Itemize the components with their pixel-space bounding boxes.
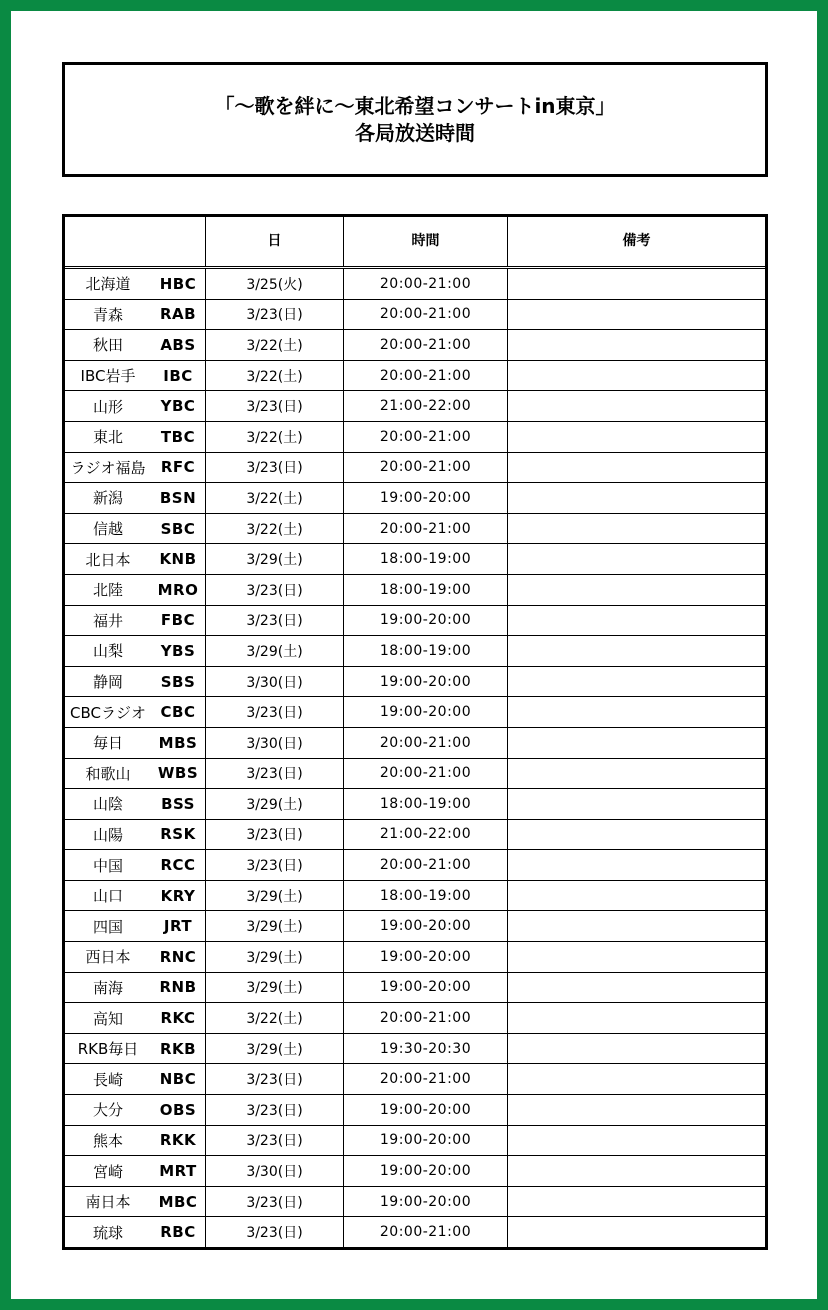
table-row <box>65 1034 765 1065</box>
station-name: 毎日 <box>92 734 123 753</box>
remarks <box>508 453 765 483</box>
station-name: RKB毎日 <box>77 1040 139 1059</box>
remarks <box>508 973 765 1003</box>
station-code: RSK <box>151 820 206 850</box>
table-row <box>65 942 765 973</box>
table-row <box>65 1003 765 1034</box>
table-row <box>65 606 765 637</box>
page-title: 「～歌を絆に～東北希望コンサートin東京」 <box>214 93 616 118</box>
remarks <box>508 330 765 360</box>
broadcast-time: 18:00-19:00 <box>344 544 508 574</box>
broadcast-time: 18:00-19:00 <box>344 789 508 819</box>
table-row <box>65 330 765 361</box>
broadcast-date: 3/23(日) <box>206 1064 344 1094</box>
broadcast-time: 19:30-20:30 <box>344 1034 508 1064</box>
station-code: RNC <box>151 942 206 972</box>
remarks <box>508 422 765 452</box>
table-row <box>65 667 765 698</box>
station-name: 南日本 <box>85 1193 131 1212</box>
station-code: FBC <box>151 606 206 636</box>
broadcast-date: 3/30(日) <box>206 1156 344 1186</box>
broadcast-time: 18:00-19:00 <box>344 636 508 666</box>
station-name: CBCラジオ <box>70 703 146 722</box>
broadcast-time: 20:00-21:00 <box>344 1217 508 1247</box>
page-subtitle: 各局放送時間 <box>355 120 475 145</box>
broadcast-time: 19:00-20:00 <box>344 1126 508 1156</box>
station-code: HBC <box>151 269 206 299</box>
station-code: RKC <box>151 1003 206 1033</box>
broadcast-date: 3/30(日) <box>206 728 344 758</box>
station-name: 福井 <box>92 611 123 630</box>
remarks <box>508 728 765 758</box>
broadcast-schedule-table <box>62 214 768 1250</box>
station-name: 大分 <box>92 1101 123 1120</box>
remarks <box>508 759 765 789</box>
station-name: 熊本 <box>92 1131 123 1150</box>
remarks <box>508 850 765 880</box>
table-row <box>65 1064 765 1095</box>
broadcast-date: 3/23(日) <box>206 1095 344 1125</box>
station-name: 西日本 <box>85 948 131 967</box>
broadcast-time: 19:00-20:00 <box>344 483 508 513</box>
table-row <box>65 453 765 484</box>
table-row <box>65 1156 765 1187</box>
station-name: 山梨 <box>92 642 123 661</box>
station-code: TBC <box>151 422 206 452</box>
station-code: RFC <box>151 453 206 483</box>
broadcast-time: 18:00-19:00 <box>344 575 508 605</box>
remarks <box>508 514 765 544</box>
remarks <box>508 483 765 513</box>
table-row <box>65 759 765 790</box>
table-row <box>65 361 765 392</box>
station-name: 新潟 <box>92 489 123 508</box>
broadcast-date: 3/23(日) <box>206 1217 344 1247</box>
station-name: 和歌山 <box>85 764 131 783</box>
table-row <box>65 575 765 606</box>
table-header <box>65 217 765 269</box>
station-code: MRO <box>151 575 206 605</box>
station-code: OBS <box>151 1095 206 1125</box>
table-row <box>65 269 765 300</box>
station-code: IBC <box>151 361 206 391</box>
remarks <box>508 1064 765 1094</box>
header-date: 日 <box>206 217 344 266</box>
broadcast-date: 3/29(土) <box>206 636 344 666</box>
station-code: RNB <box>151 973 206 1003</box>
table-body <box>65 269 765 1247</box>
station-code: CBC <box>151 697 206 727</box>
broadcast-time: 19:00-20:00 <box>344 973 508 1003</box>
broadcast-date: 3/25(火) <box>206 269 344 299</box>
remarks <box>508 820 765 850</box>
broadcast-date: 3/22(土) <box>206 330 344 360</box>
remarks <box>508 269 765 299</box>
broadcast-time: 19:00-20:00 <box>344 697 508 727</box>
broadcast-date: 3/29(土) <box>206 942 344 972</box>
remarks <box>508 881 765 911</box>
remarks <box>508 697 765 727</box>
broadcast-date: 3/23(日) <box>206 606 344 636</box>
broadcast-time: 20:00-21:00 <box>344 728 508 758</box>
station-code: RAB <box>151 300 206 330</box>
broadcast-time: 19:00-20:00 <box>344 942 508 972</box>
table-row <box>65 1126 765 1157</box>
broadcast-date: 3/29(土) <box>206 973 344 1003</box>
station-name: 北日本 <box>85 550 131 569</box>
table-row <box>65 697 765 728</box>
broadcast-time: 19:00-20:00 <box>344 667 508 697</box>
table-row <box>65 1217 765 1247</box>
station-name: 北陸 <box>92 581 123 600</box>
station-code: KRY <box>151 881 206 911</box>
header-station <box>65 217 206 266</box>
broadcast-date: 3/23(日) <box>206 820 344 850</box>
broadcast-time: 20:00-21:00 <box>344 422 508 452</box>
station-code: RBC <box>151 1217 206 1247</box>
station-name: 琉球 <box>92 1223 123 1242</box>
station-name: 信越 <box>92 520 123 539</box>
station-name: 南海 <box>92 978 123 997</box>
broadcast-date: 3/30(日) <box>206 667 344 697</box>
remarks <box>508 789 765 819</box>
remarks <box>508 1095 765 1125</box>
broadcast-date: 3/23(日) <box>206 453 344 483</box>
remarks <box>508 1156 765 1186</box>
broadcast-time: 19:00-20:00 <box>344 606 508 636</box>
broadcast-date: 3/22(土) <box>206 422 344 452</box>
table-row <box>65 728 765 759</box>
broadcast-date: 3/23(日) <box>206 697 344 727</box>
table-row <box>65 514 765 545</box>
broadcast-time: 21:00-22:00 <box>344 391 508 421</box>
table-row <box>65 483 765 514</box>
broadcast-date: 3/22(土) <box>206 1003 344 1033</box>
table-row <box>65 973 765 1004</box>
station-code: MBC <box>151 1187 206 1217</box>
station-code: MRT <box>151 1156 206 1186</box>
broadcast-date: 3/29(土) <box>206 1034 344 1064</box>
broadcast-date: 3/29(土) <box>206 789 344 819</box>
remarks <box>508 544 765 574</box>
broadcast-date: 3/23(日) <box>206 1126 344 1156</box>
station-code: YBC <box>151 391 206 421</box>
table-row <box>65 422 765 453</box>
broadcast-time: 19:00-20:00 <box>344 1156 508 1186</box>
broadcast-time: 19:00-20:00 <box>344 911 508 941</box>
broadcast-date: 3/23(日) <box>206 300 344 330</box>
broadcast-date: 3/23(日) <box>206 850 344 880</box>
station-name: 秋田 <box>92 336 123 355</box>
station-name: 北海道 <box>85 275 131 294</box>
remarks <box>508 361 765 391</box>
station-name: 青森 <box>92 305 123 324</box>
station-code: BSS <box>151 789 206 819</box>
broadcast-time: 20:00-21:00 <box>344 850 508 880</box>
header-time: 時間 <box>344 217 508 266</box>
station-code: SBS <box>151 667 206 697</box>
remarks <box>508 1003 765 1033</box>
remarks <box>508 942 765 972</box>
broadcast-date: 3/22(土) <box>206 514 344 544</box>
table-row <box>65 1187 765 1218</box>
remarks <box>508 606 765 636</box>
broadcast-time: 21:00-22:00 <box>344 820 508 850</box>
broadcast-time: 20:00-21:00 <box>344 759 508 789</box>
station-code: BSN <box>151 483 206 513</box>
station-name: 高知 <box>92 1009 123 1028</box>
table-row <box>65 391 765 422</box>
remarks <box>508 1187 765 1217</box>
broadcast-time: 19:00-20:00 <box>344 1095 508 1125</box>
table-row <box>65 820 765 851</box>
table-row <box>65 850 765 881</box>
remarks <box>508 391 765 421</box>
station-code: JRT <box>151 911 206 941</box>
station-name: 山陰 <box>92 795 123 814</box>
remarks <box>508 1126 765 1156</box>
station-name: 山口 <box>92 887 123 906</box>
broadcast-time: 20:00-21:00 <box>344 330 508 360</box>
station-name: IBC岩手 <box>80 367 136 386</box>
station-code: NBC <box>151 1064 206 1094</box>
broadcast-date: 3/29(土) <box>206 911 344 941</box>
station-code: YBS <box>151 636 206 666</box>
broadcast-date: 3/23(日) <box>206 575 344 605</box>
title-box <box>62 62 768 177</box>
station-code: RKK <box>151 1126 206 1156</box>
broadcast-date: 3/29(土) <box>206 881 344 911</box>
remarks <box>508 300 765 330</box>
table-row <box>65 911 765 942</box>
broadcast-time: 20:00-21:00 <box>344 514 508 544</box>
table-row <box>65 1095 765 1126</box>
broadcast-date: 3/23(日) <box>206 391 344 421</box>
broadcast-time: 20:00-21:00 <box>344 1003 508 1033</box>
broadcast-time: 20:00-21:00 <box>344 300 508 330</box>
station-code: KNB <box>151 544 206 574</box>
table-row <box>65 544 765 575</box>
broadcast-date: 3/22(土) <box>206 361 344 391</box>
remarks <box>508 1217 765 1247</box>
station-code: RCC <box>151 850 206 880</box>
broadcast-time: 20:00-21:00 <box>344 269 508 299</box>
remarks <box>508 667 765 697</box>
broadcast-date: 3/22(土) <box>206 483 344 513</box>
station-code: SBC <box>151 514 206 544</box>
broadcast-date: 3/23(日) <box>206 759 344 789</box>
remarks <box>508 575 765 605</box>
remarks <box>508 1034 765 1064</box>
station-code: ABS <box>151 330 206 360</box>
station-code: RKB <box>151 1034 206 1064</box>
header-note: 備考 <box>622 232 651 249</box>
table-row <box>65 300 765 331</box>
table-row <box>65 636 765 667</box>
station-name: 四国 <box>92 917 123 936</box>
broadcast-time: 18:00-19:00 <box>344 881 508 911</box>
station-name: 山形 <box>92 397 123 416</box>
broadcast-time: 20:00-21:00 <box>344 1064 508 1094</box>
broadcast-date: 3/23(日) <box>206 1187 344 1217</box>
broadcast-time: 20:00-21:00 <box>344 453 508 483</box>
station-name: 長崎 <box>92 1070 123 1089</box>
station-name: 宮崎 <box>92 1162 123 1181</box>
station-name: ラジオ福島 <box>70 458 146 477</box>
remarks <box>508 911 765 941</box>
station-code: WBS <box>151 759 206 789</box>
station-code: MBS <box>151 728 206 758</box>
broadcast-date: 3/29(土) <box>206 544 344 574</box>
broadcast-time: 19:00-20:00 <box>344 1187 508 1217</box>
station-name: 静岡 <box>92 673 123 692</box>
station-name: 中国 <box>92 856 123 875</box>
remarks <box>508 636 765 666</box>
table-row <box>65 789 765 820</box>
table-row <box>65 881 765 912</box>
station-name: 山陽 <box>92 825 123 844</box>
broadcast-time: 20:00-21:00 <box>344 361 508 391</box>
station-name: 東北 <box>92 428 123 447</box>
